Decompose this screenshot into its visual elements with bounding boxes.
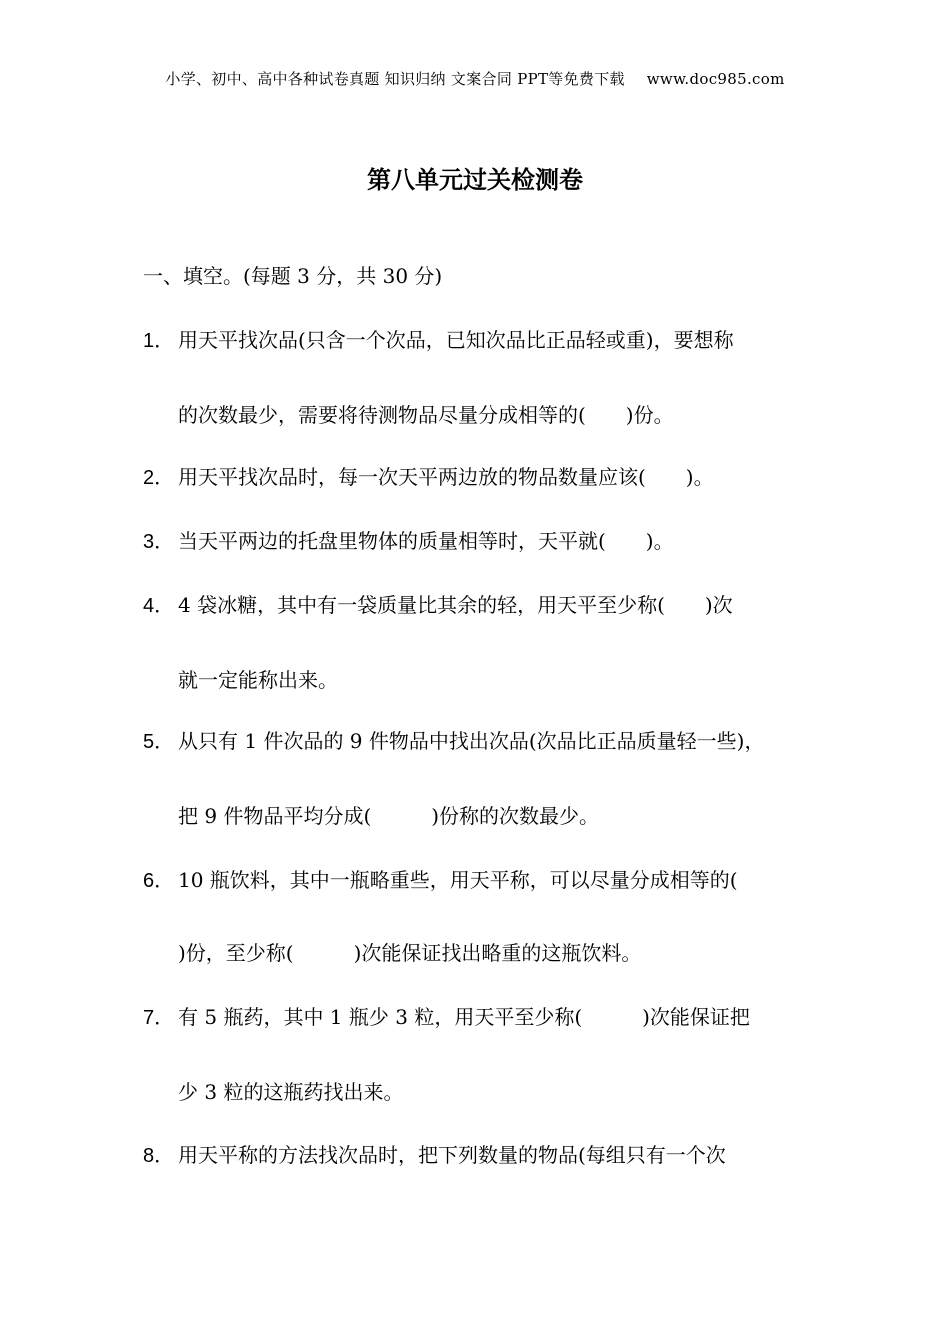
question-6-continued: )份，至少称( )次能保证找出略重的这瓶饮料。 — [178, 941, 642, 965]
question-4 — [143, 595, 733, 616]
question-4-continued: 就一定能称出来。 — [178, 668, 338, 692]
question-text: 当天平两边的托盘里物体的质量相等时，天平就( )。 — [178, 529, 674, 553]
question-8 — [143, 1145, 726, 1166]
question-5-continued: 把 9 件物品平均分成( )份称的次数最少。 — [178, 804, 600, 828]
page-header — [0, 68, 950, 89]
question-text: 用天平找次品(只含一个次品，已知次品比正品轻或重)，要想称 — [178, 328, 734, 352]
question-text: 从只有 1 件次品的 9 件物品中找出次品(次品比正品质量轻一些)， — [178, 729, 765, 753]
page-title: 第八单元过关检测卷 — [367, 166, 583, 194]
question-number: 6． — [143, 870, 175, 892]
question-text: 10 瓶饮料，其中一瓶略重些，用天平称，可以尽量分成相等的( — [178, 868, 738, 892]
question-text: 4 袋冰糖，其中有一袋质量比其余的轻，用天平至少称( )次 — [178, 593, 733, 617]
question-2 — [143, 467, 714, 488]
section-heading: 一、填空。(每题 3 分，共 30 分) — [143, 264, 443, 288]
question-number: 1． — [143, 330, 175, 352]
question-text: 用天平称的方法找次品时，把下列数量的物品(每组只有一个次 — [178, 1143, 726, 1167]
question-1-continued: 的次数最少，需要将待测物品尽量分成相等的( )份。 — [178, 403, 674, 427]
question-1 — [143, 330, 734, 351]
question-text: 有 5 瓶药，其中 1 瓶少 3 粒，用天平至少称( )次能保证把 — [178, 1005, 750, 1029]
question-number: 5． — [143, 731, 175, 753]
question-number: 3． — [143, 531, 175, 553]
header-site-link[interactable]: www.doc985.com — [646, 70, 785, 88]
question-7 — [143, 1007, 750, 1028]
question-5 — [143, 731, 764, 752]
question-6 — [143, 870, 738, 891]
question-number: 4． — [143, 595, 175, 617]
header-text: 小学、初中、高中各种试卷真题 知识归纳 文案合同 PPT等免费下载 — [165, 70, 625, 88]
question-number: 8． — [143, 1145, 175, 1167]
question-text: 用天平找次品时，每一次天平两边放的物品数量应该( )。 — [178, 465, 714, 489]
question-7-continued: 少 3 粒的这瓶药找出来。 — [178, 1080, 404, 1104]
question-3 — [143, 531, 674, 552]
question-number: 7． — [143, 1007, 175, 1029]
question-number: 2． — [143, 467, 175, 489]
